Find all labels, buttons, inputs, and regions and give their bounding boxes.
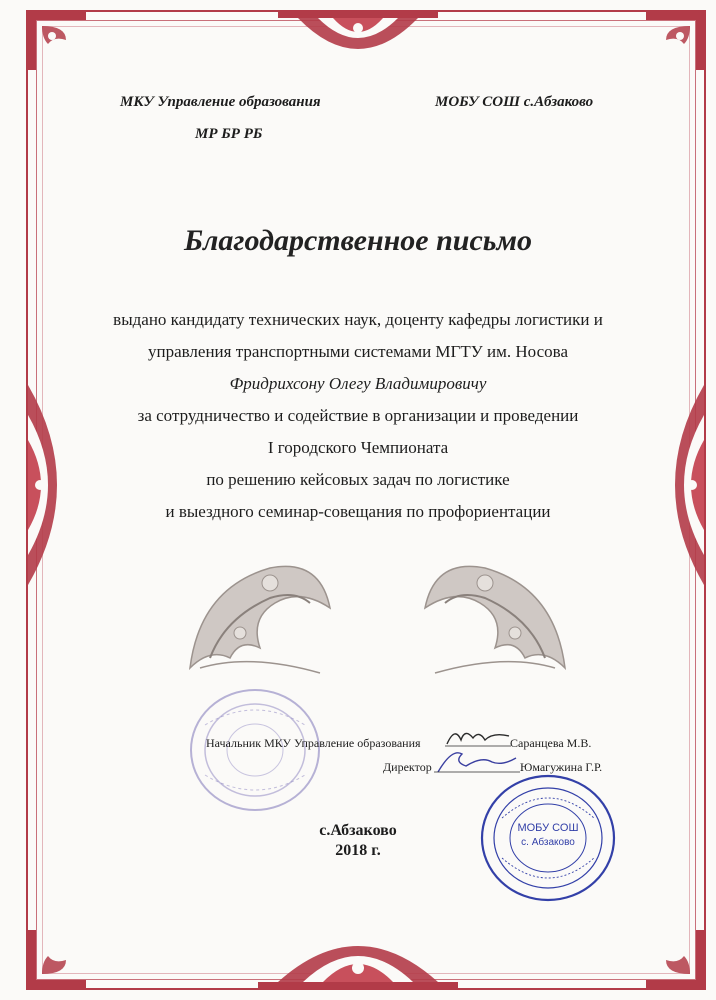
silver-ornament-right [415, 548, 575, 683]
body-line-1: выдано кандидату технических наук, доценту кафедры логистики и [113, 310, 603, 329]
top-left-corner-ornament [26, 10, 96, 80]
year: 2018 г. [335, 842, 381, 859]
bottom-center-ornament [258, 920, 458, 990]
chief-position: Начальник МКУ Управление образования [206, 736, 421, 750]
top-right-corner-ornament [636, 10, 706, 80]
stamp-right-line2: с. Абзаково [521, 837, 575, 848]
body-line-5: I городского Чемпионата [267, 438, 449, 457]
body-line-7: и выездного семинар-совещания по профориентации [165, 502, 551, 521]
place-name: с.Абзаково [319, 822, 397, 839]
stamp-right-line1: МОБУ СОШ [517, 822, 579, 834]
header-left-line1: МКУ Управление образования [120, 94, 321, 110]
body-line-6: по решению кейсовых задач по логистике [206, 470, 510, 489]
header-right-line1: МОБУ СОШ с.Абзаково [435, 94, 594, 110]
director-name: Юмагужина Г.Р. [520, 760, 603, 774]
certificate-title: Благодарственное письмо [183, 224, 533, 257]
recipient-name: Фридрихсону Олегу Владимировичу [229, 374, 487, 393]
top-center-ornament [278, 10, 438, 70]
header-left-line2: МР БР РБ [195, 126, 263, 142]
bottom-left-corner-ornament [26, 920, 96, 990]
silver-ornament-left [180, 548, 340, 683]
director-position: Директор [383, 760, 432, 774]
body-line-2: управления транспортными системами МГТУ им. Носова [147, 342, 568, 361]
bottom-right-corner-ornament [636, 920, 706, 990]
body-line-4: за сотрудничество и содействие в организации и проведении [137, 406, 579, 425]
chief-name: Саранцева М.В. [510, 736, 592, 750]
